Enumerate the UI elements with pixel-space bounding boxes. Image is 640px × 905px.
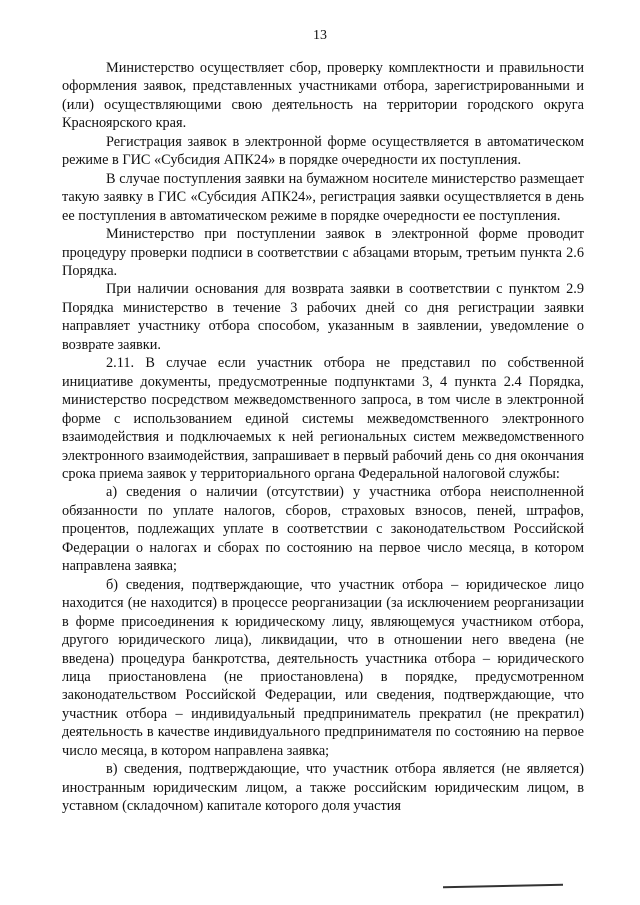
paragraph-paper-application: В случае поступления заявки на бумажном носителе министерство размещает такую заявку в ГИС «Субсидия АПК24», регистрация заявки осуществляется в день ее поступления в автоматическом режиме в порядке очередности ее поступления. [62, 170, 584, 224]
paragraph-electronic-registration: Регистрация заявок в электронной форме осуществляется в автоматическом режиме в ГИС «Субсидия АПК24» в порядке очередности их поступления. [62, 133, 584, 169]
paragraph-collection-of-applications: Министерство осуществляет сбор, проверку комплектности и правильности оформления заявок, представленных участниками отбора, зарегистрированными и (или) осуществляющими свою деятельность на территории городского округа Красноярского края. [62, 60, 584, 132]
list-item-a: а) сведения о наличии (отсутствии) у участника отбора неисполненной обязанности по уплате налогов, сборов, страховых взносов, пеней, штрафов, процентов, подлежащих уплате в соответствии с законодательством Российской Федерации о налогах и сборах по состоянию на первое число месяца, в котором направлена заявка; [62, 484, 584, 575]
paragraph-return-notice: При наличии основания для возврата заявки в соответствии с пунктом 2.9 Порядка министерство в течение 3 рабочих дней со дня регистрации заявки направляет участнику отбора способом, указанным в заявлении, уведомление о возврате заявки. [62, 281, 584, 353]
document-body [62, 59, 584, 816]
page-number: 13 [313, 28, 327, 43]
paragraph-signature-check: Министерство при поступлении заявок в электронной форме проводит процедуру проверки подписи в соответствии с абзацами вторым, третьим пункта 2.6 Порядка. [62, 226, 584, 279]
bottom-scan-line [443, 884, 563, 889]
list-item-b: б) сведения, подтверждающие, что участник отбора – юридическое лицо находится (не находится) в процессе реорганизации (за исключением реорганизации в форме присоединения к юридическому лицу, являющемуся участником отбора, другого юридического лица), ликвидации, что в отношении него введена (не введена) процедура банкротства, деятельность участника отбора – юридического лица приостановлена (не приостановлена) в порядке, предусмотренном законодательством Российской Федерации, или сведения, подтверждающие, что участник отбора – индивидуальный предприниматель прекратил (не прекратил) деятельность в качестве индивидуального предпринимателя по состоянию на первое число месяца, в котором направлена заявка; [62, 576, 584, 759]
paragraph-clause-2-11: 2.11. В случае если участник отбора не представил по собственной инициативе документы, предусмотренные подпунктами 3, 4 пункта 2.4 Порядка, министерство посредством межведомственного запроса, в том числе в электронной форме с использованием единой системы межведомственного электронного взаимодействия и подключаемых к ней региональных систем межведомственного электронного взаимодействия, запрашивает в первый рабочий день со дня окончания срока приема заявок у территориального органа Федеральной налоговой службы: [62, 355, 584, 482]
list-item-v: в) сведения, подтверждающие, что участник отбора является (не является) иностранным юридическим лицом, а также российским юридическим лицом, в уставном (складочном) капитале которого доля участия [62, 761, 584, 815]
